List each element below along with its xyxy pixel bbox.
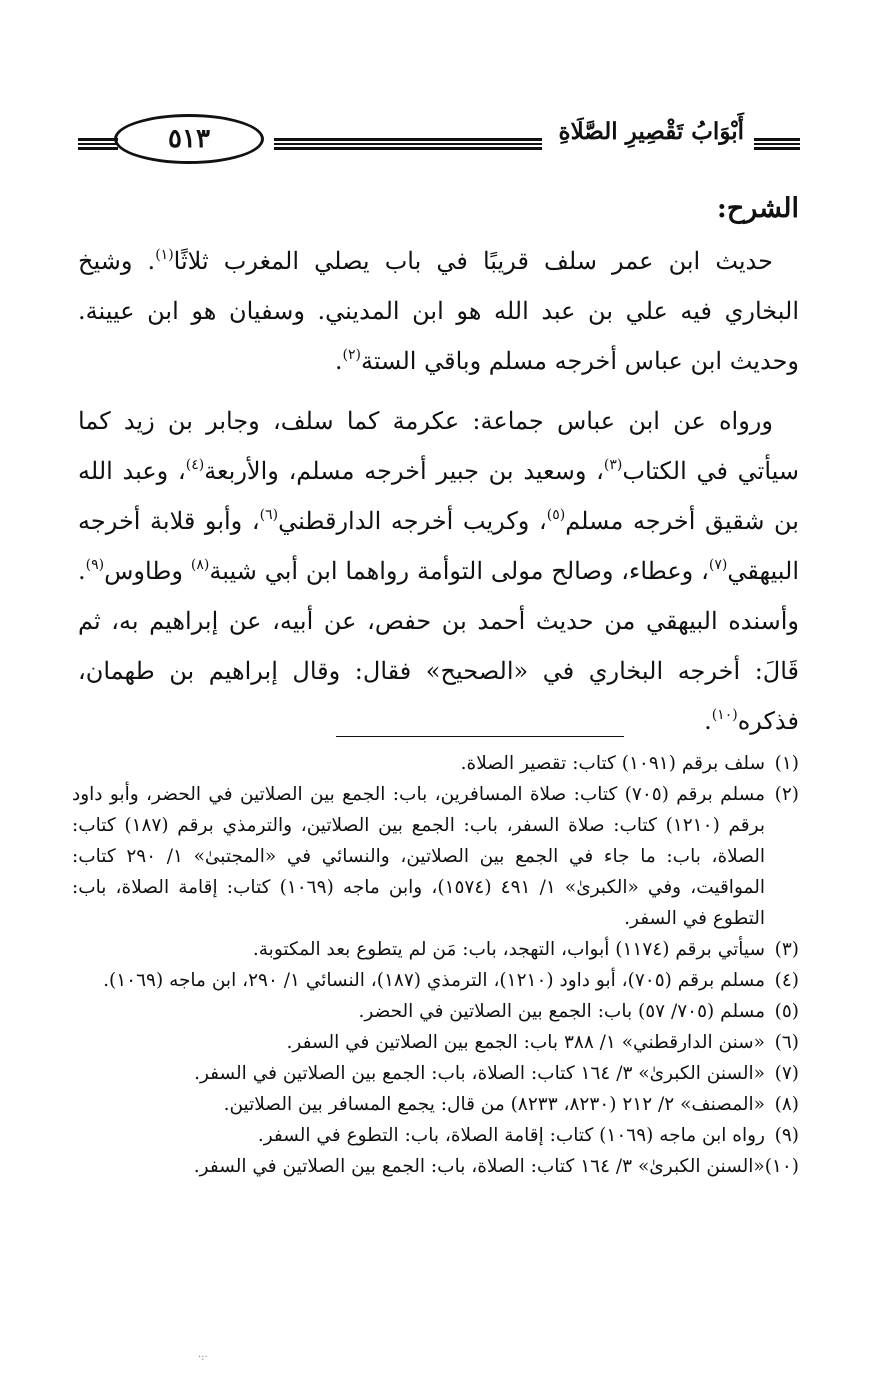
paragraph-text: ، وعطاء، وصالح مولى التوأمة رواهما ابن أبي شيبة [209,557,709,585]
scan-mark: ·:· [198,1352,208,1363]
footnote-number: (٧) [774,1063,799,1084]
footnotes-list [72,748,799,1182]
paragraph-text: وطاوس [104,557,191,585]
commentary-body [78,182,799,756]
page-header [78,108,800,164]
paragraph-text: ، وسعيد بن جبير أخرجه مسلم، والأربعة [204,457,604,485]
footnote-text: «سنن الدارقطني» ١/ ٣٨٨ باب: الجمع بين الصلاتين في السفر. [286,1032,765,1053]
running-title: أَبْوَابُ تَقْصِيرِ الصَّلَاةِ [558,118,744,145]
footnote-divider [336,736,624,737]
footnote-ref[interactable]: (٤) [185,457,205,473]
footnote-item [72,1058,799,1089]
paragraph-text: حديث ابن عمر سلف قريبًا في باب يصلي المغرب ثلاثًا [173,247,773,275]
header-rule-right [754,138,800,150]
footnote-ref[interactable]: (٦) [259,507,279,523]
header-rule-middle [274,138,542,150]
footnote-number: (٤) [774,970,799,991]
footnote-ref[interactable]: (٩) [85,557,105,573]
commentary-paragraph [78,396,799,746]
footnote-text: مسلم (٧٠٥/ ٥٧) باب: الجمع بين الصلاتين في الحضر. [358,1001,765,1022]
commentary-paragraph [78,236,799,386]
footnote-number: (٩) [774,1125,799,1146]
footnote-item [72,1151,799,1182]
footnote-ref[interactable]: (٧) [708,557,728,573]
paragraph-text: . وأسنده البيهقي من حديث أحمد بن حفص، عن أبيه، عن إبراهيم به، ثم قَالَ: أخرجه البخاري في «الصحيح» فقال: وقال إبراهيم بن طهمان، فذكره [78,557,799,735]
footnote-number: (٦) [774,1032,799,1053]
footnote-text: سلف برقم (١٠٩١) كتاب: تقصير الصلاة. [460,753,765,774]
header-rule-left [78,138,118,150]
footnote-ref[interactable]: (٢) [342,347,361,363]
footnote-item [72,779,799,934]
footnote-text: مسلم برقم (٧٠٥)، أبو داود (١٢١٠)، الترمذي (١٨٧)، النسائي ١/ ٢٩٠، ابن ماجه (١٠٦٩). [103,970,765,991]
footnote-number: (٢) [774,784,799,805]
paragraph-text: ، وعبد الله بن شقيق أخرجه مسلم [78,457,799,535]
footnote-item [72,934,799,965]
footnote-item [72,1089,799,1120]
paragraph-text: ورواه عن ابن عباس جماعة: عكرمة كما سلف، وجابر بن زيد كما سيأتي في الكتاب [78,407,799,485]
footnote-number: (٣) [774,939,799,960]
footnote-ref[interactable]: (١٠) [711,707,738,723]
footnote-ref[interactable]: (١) [155,247,174,263]
footnote-text: «السنن الكبرىٰ» ٣/ ١٦٤ كتاب: الصلاة، باب: الجمع بين الصلاتين في السفر. [194,1063,765,1084]
footnote-text: مسلم برقم (٧٠٥) كتاب: صلاة المسافرين، باب: الجمع بين الصلاتين في الحضر، وأبو داود برقم (١٢١٠) كتاب: صلاة السفر، باب: الجمع بين الصلاتين، والترمذي برقم (١٨٧) كتاب: الصلاة، باب: ما جاء في الجمع بين الصلاتين، والنسائي في «المجتبىٰ» ١/ ٢٩٠ كتاب: المواقيت، وفي «الكبرىٰ» ١/ ٤٩١ (١٥٧٤)، وابن ماجه (١٠٦٩) كتاب: إقامة الصلاة، باب: التطوع في السفر. [72,784,766,929]
page-number-badge [114,114,264,164]
footnote-number: (٥) [774,1001,799,1022]
footnote-ref[interactable]: (٥) [546,507,566,523]
footnote-item [72,1027,799,1058]
footnote-text: سيأتي برقم (١١٧٤) أبواب، التهجد، باب: مَن لم يتطوع بعد المكتوبة. [252,939,765,960]
footnote-item [72,748,799,779]
paragraph-text: . وشيخ البخاري فيه علي بن عبد الله هو ابن المديني. وسفيان هو ابن عيينة. وحديث ابن عباس أخرجه مسلم وباقي الستة [78,247,799,375]
footnote-item [72,996,799,1027]
footnote-item [72,965,799,996]
footnote-text: «المصنف» ٢/ ٢١٢ (٨٢٣٠، ٨٢٣٣) من قال: يجمع المسافر بين الصلاتين. [223,1094,765,1115]
paragraph-text: . [704,707,712,735]
page-number: ٥١٣ [168,124,210,154]
footnote-number: (١) [774,753,799,774]
footnote-number: (٨) [774,1094,799,1115]
section-heading: الشرح: [716,193,799,224]
footnote-ref[interactable]: (٣) [603,457,623,473]
footnote-number: (١٠) [764,1156,799,1177]
footnote-ref[interactable]: (٨) [190,557,210,573]
paragraph-text: . [334,347,343,375]
footnote-text: «السنن الكبرىٰ» ٣/ ١٦٤ كتاب: الصلاة، باب: الجمع بين الصلاتين في السفر. [193,1156,765,1177]
paragraph-text: ، وأبو قلابة أخرجه البيهقي [78,507,799,585]
footnote-item [72,1120,799,1151]
footnote-text: رواه ابن ماجه (١٠٦٩) كتاب: إقامة الصلاة، باب: التطوع في السفر. [257,1125,765,1146]
paragraph-text: ، وكريب أخرجه الدارقطني [278,507,547,535]
